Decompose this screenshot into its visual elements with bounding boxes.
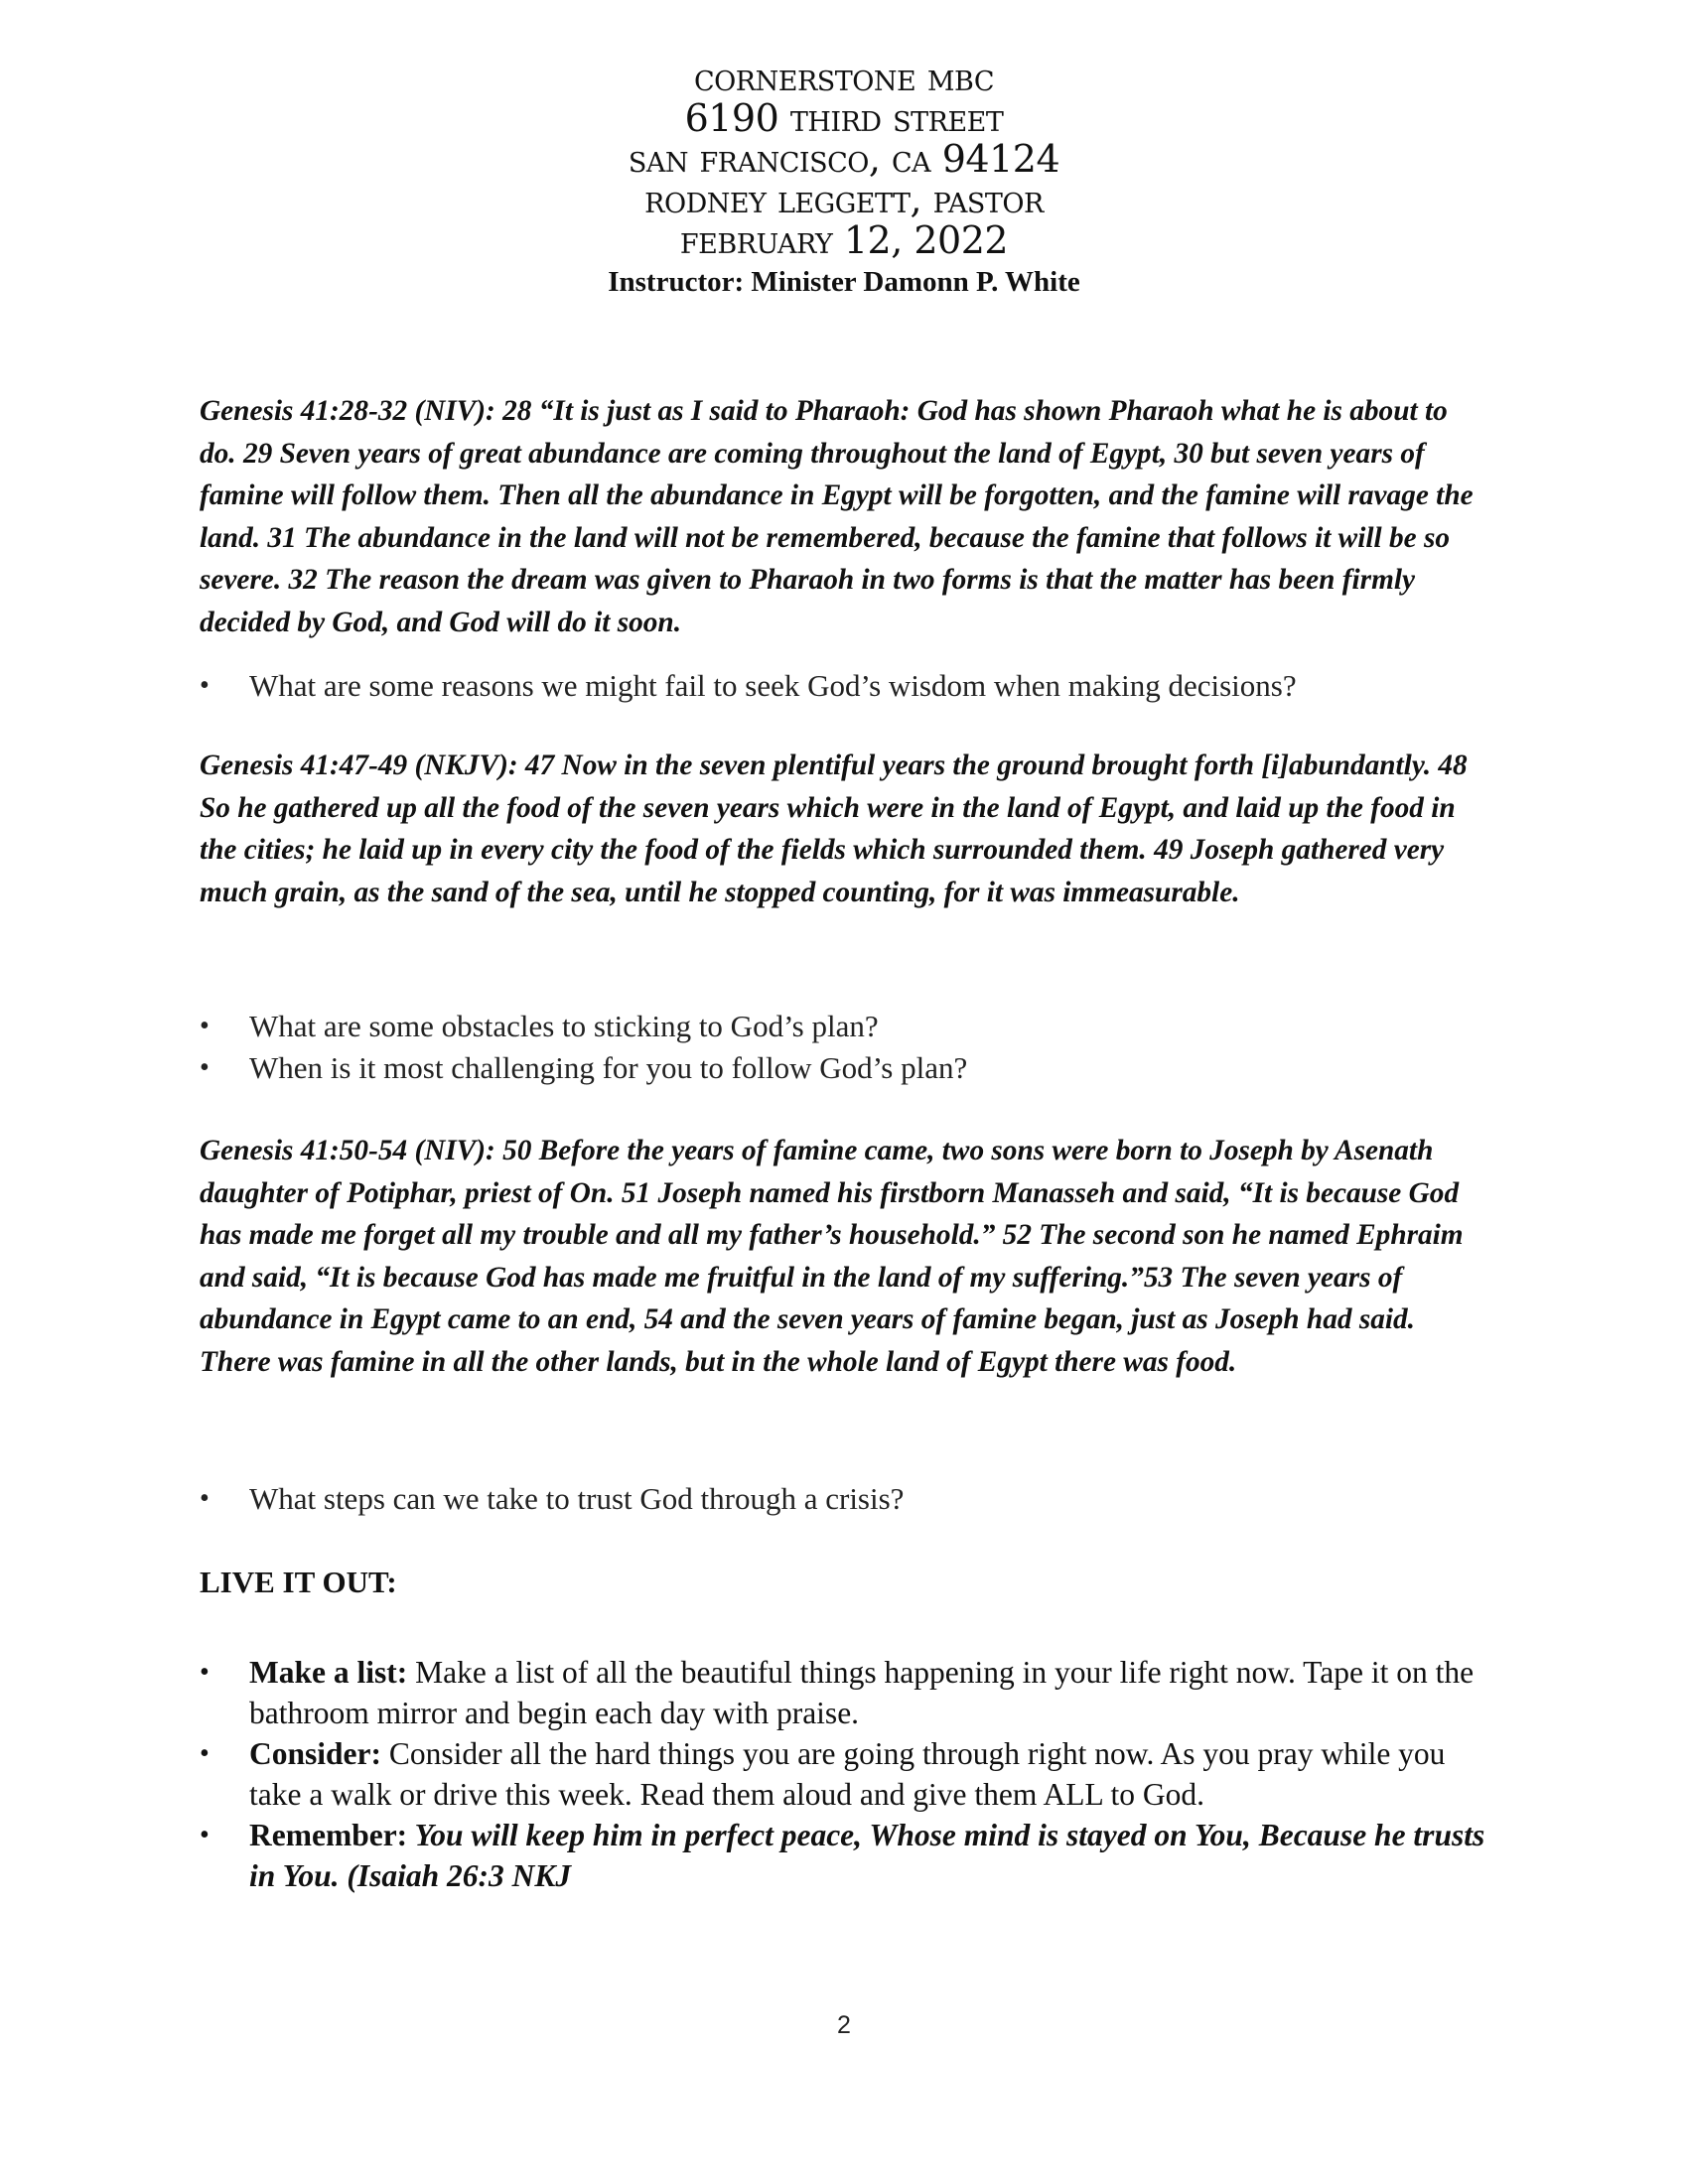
question-item xyxy=(200,665,1490,707)
bullet-icon: • xyxy=(200,1483,210,1514)
bullet-icon: • xyxy=(200,1820,210,1850)
action-text: Consider all the hard things you are going through right now. As you pray while you take a walk or drive this week. Read them aloud and give them ALL to God. xyxy=(249,1736,1446,1812)
bullet-icon: • xyxy=(200,1052,210,1083)
live-it-out-heading: LIVE IT OUT: xyxy=(200,1565,397,1599)
lesson-date: february 12, 2022 xyxy=(679,218,1009,262)
action-label: Remember: xyxy=(249,1818,408,1852)
action-item-remember xyxy=(200,1815,1490,1896)
question-list-3 xyxy=(200,1478,1490,1520)
church-address: 6190 third street xyxy=(684,96,1004,140)
question-text: What are some obstacles to sticking to God’s plan? xyxy=(249,1009,879,1043)
scripture-block-1 xyxy=(200,390,1490,643)
church-name: cornerstone mbc xyxy=(694,56,994,99)
scripture-block-3 xyxy=(200,1130,1490,1383)
live-it-out-list xyxy=(200,1652,1490,1896)
question-text: What are some reasons we might fail to seek God’s wisdom when making decisions? xyxy=(249,668,1297,703)
action-item-make-a-list xyxy=(200,1652,1490,1733)
question-item xyxy=(200,1006,1490,1047)
bullet-icon: • xyxy=(200,670,210,701)
action-label: Make a list: xyxy=(249,1655,408,1690)
page-number: 2 xyxy=(837,2011,851,2039)
scripture-genesis-41-47-49: Genesis 41:47-49 (NKJV): 47 Now in the seven plentiful years the ground brought forth [i]abundantly. 48 So he gathered up all the food of the seven years which were in the land of Egypt, and laid up the food in the cities; he laid up in every city the food of the fields which surrounded them. 49 Joseph gathered very much grain, as the sand of the sea, until he stopped counting, for it was immeasurable. xyxy=(200,750,1468,908)
action-item-consider xyxy=(200,1733,1490,1815)
scripture-genesis-41-28-32: Genesis 41:28-32 (NIV): 28 “It is just as I said to Pharaoh: God has shown Pharaoh what he is about to do. 29 Seven years of great abundance are coming throughout the land of Egypt, 30 but seven years of famine will follow them. Then all the abundance in Egypt will be forgotten, and the famine will ravage the land. 31 The abundance in the land will not be remembered, because the famine that follows it will be so severe. 32 The reason the dream was given to Pharaoh in two forms is that the matter has been firmly decided by God, and God will do it soon. xyxy=(200,395,1474,638)
question-list-2 xyxy=(200,1006,1490,1089)
action-text: Make a list of all the beautiful things happening in your life right now. Tape it on the bathroom mirror and begin each day with praise. xyxy=(249,1655,1475,1730)
instructor-line: Instructor: Minister Damonn P. White xyxy=(608,266,1080,298)
question-list-1 xyxy=(200,665,1490,707)
action-text: You will keep him in perfect peace, Whose mind is stayed on You, Because he trusts in You. (Isaiah 26:3 NKJ xyxy=(249,1818,1485,1893)
question-text: When is it most challenging for you to follow God’s plan? xyxy=(249,1050,968,1085)
question-item xyxy=(200,1047,1490,1089)
scripture-genesis-41-50-54: Genesis 41:50-54 (NIV): 50 Before the years of famine came, two sons were born to Joseph by Asenath daughter of Potiphar, priest of On. 51 Joseph named his firstborn Manasseh and said, “It is because God has made me forget all my trouble and all my father’s household.” 52 The second son he named Ephraim and said, “It is because God has made me fruitful in the land of my suffering.”53 The seven years of abundance in Egypt came to an end, 54 and the seven years of famine began, just as Joseph had said. There was famine in all the other lands, but in the whole land of Egypt there was food. xyxy=(200,1135,1464,1378)
bullet-icon: • xyxy=(200,1657,210,1688)
church-city: san francisco, ca 94124 xyxy=(628,137,1060,181)
question-item xyxy=(200,1478,1490,1520)
pastor-name: rodney leggett, pastor xyxy=(644,178,1044,221)
scripture-block-2 xyxy=(200,745,1490,913)
church-header xyxy=(0,58,1688,301)
live-it-out-section xyxy=(200,1562,1490,1603)
bullet-icon: • xyxy=(200,1011,210,1041)
action-label: Consider: xyxy=(249,1736,381,1771)
bullet-icon: • xyxy=(200,1738,210,1769)
question-text: What steps can we take to trust God through a crisis? xyxy=(249,1481,905,1516)
